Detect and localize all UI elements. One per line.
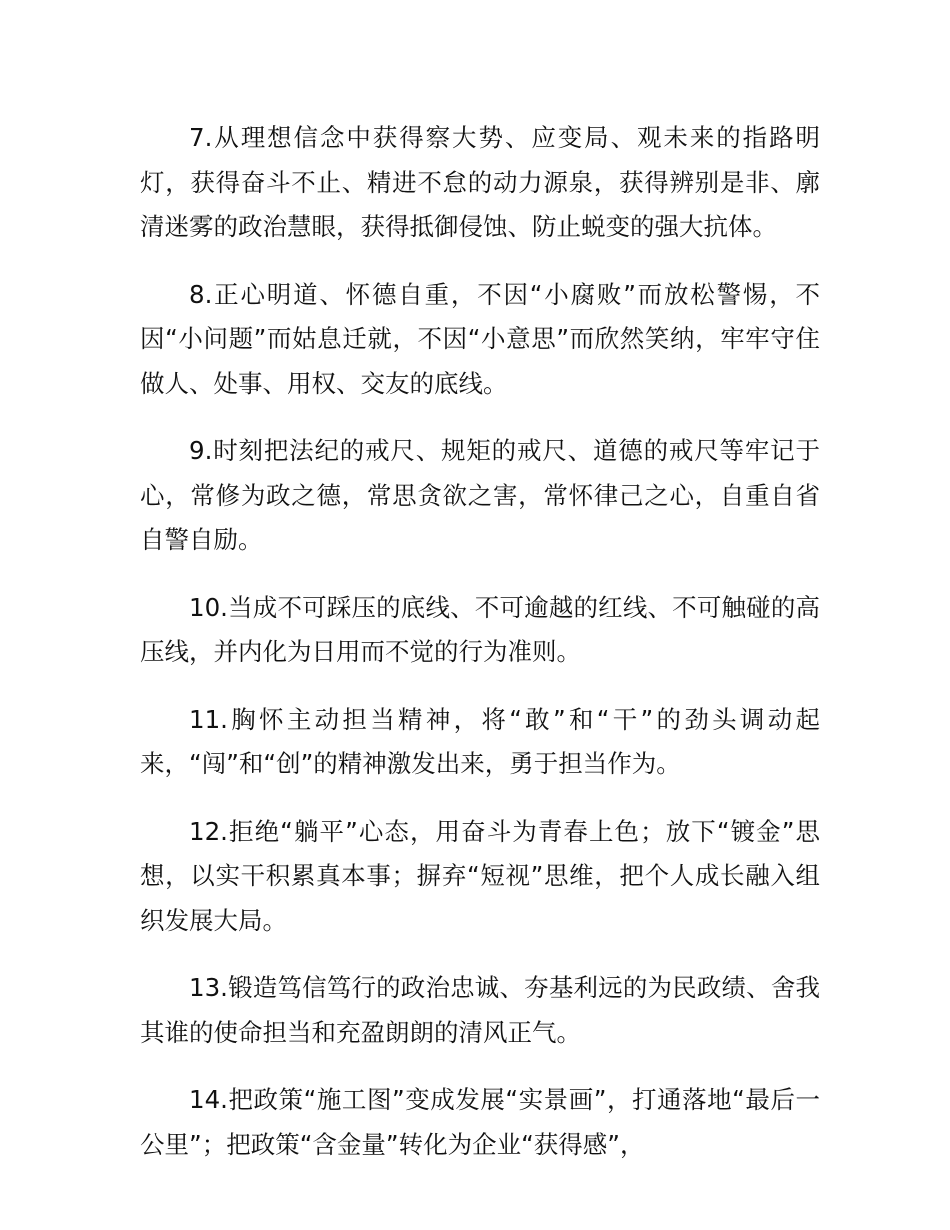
paragraph-7: 7.从理想信念中获得察大势、应变局、观未来的指路明灯，获得奋斗不止、精进不怠的动力源泉，获得辨别是非、廓清迷雾的政治慧眼，获得抵御侵蚀、防止蜕变的强大抗体。 bbox=[140, 123, 820, 241]
paragraph-10: 10.当成不可踩压的底线、不可逾越的红线、不可触碰的高压线，并内化为日用而不觉的行为准则。 bbox=[140, 592, 820, 666]
paragraph-12: 12.拒绝“躺平”心态，用奋斗为青春上色；放下“镀金”思想，以实干积累真本事；摒弃“短视”思维，把个人成长融入组织发展大局。 bbox=[140, 816, 820, 935]
paragraph-8: 8.正心明道、怀德自重，不因“小腐败”而放松警惕，不因“小问题”而姑息迁就，不因“小意思”而欣然笑纳，牢牢守住做人、处事、用权、交友的底线。 bbox=[140, 279, 820, 398]
paragraph-11: 11.胸怀主动担当精神，将“敢”和“干”的劲头调动起来，“闯”和“创”的精神激发出来，勇于担当作为。 bbox=[140, 704, 820, 778]
paragraph-13: 13.锻造笃信笃行的政治忠诚、夯基利远的为民政绩、舍我其谁的使命担当和充盈朗朗的清风正气。 bbox=[140, 973, 820, 1047]
paragraph-9: 9.时刻把法纪的戒尺、规矩的戒尺、道德的戒尺等牢记于心，常修为政之德，常思贪欲之害，常怀律己之心，自重自省自警自励。 bbox=[140, 436, 820, 554]
paragraph-14: 14.把政策“施工图”变成发展“实景画”，打通落地“最后一公里”；把政策“含金量”转化为企业“获得感”， bbox=[140, 1085, 820, 1159]
document-body bbox=[140, 116, 820, 1190]
